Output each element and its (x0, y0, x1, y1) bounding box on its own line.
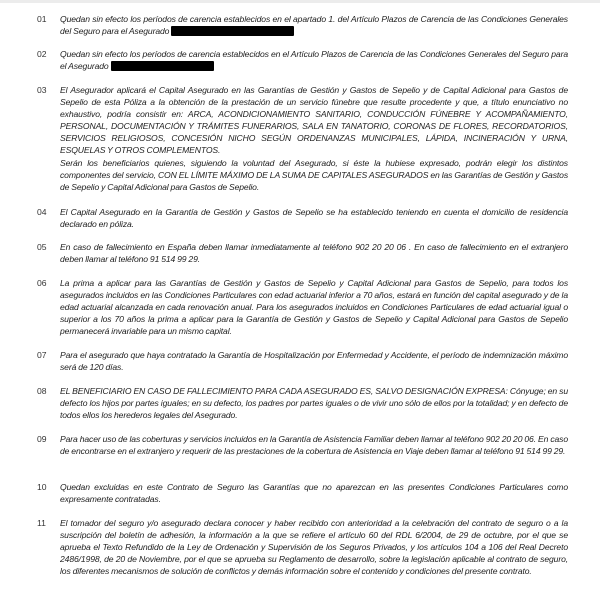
clause-text: Quedan excluidas en este Contrato de Seguro las Garantías que no aparezcan en las presentes Condiciones Particulares como expresamente contratadas. (60, 482, 568, 505)
clause-number: 10 (37, 482, 47, 492)
clause-number: 09 (37, 434, 47, 444)
clause-number: 01 (37, 14, 47, 24)
clause-number: 05 (37, 242, 47, 252)
clause-number: 11 (37, 518, 46, 528)
clause-text: La prima a aplicar para las Garantías de Gestión y Gastos de Sepelio y Capital Adicional para Gastos de Sepelio, para todos los asegurados incluidos en las Condiciones Particulares con edad actuarial inferior a 70 años, estará en función del capital asegurado y de la edad actuarial alcanzada en cada renovación anual. Para los asegurados incluidos en Condiciones Particulares de edad actuarial igual o superior a los 70 años la prima a aplicar para la Garantía de Gestión y Gastos de Sepelio y Capital Adicional para Gastos de Sepelio permanecerá invariable para un mismo capital. (60, 278, 568, 337)
clause-text: En caso de fallecimiento en España deben llamar inmediatamente al teléfono 902 20 20 06 . En caso de fallecimiento en el extranjero deben llamar al teléfono 91 514 99 29. (60, 242, 568, 265)
redacted-name-bar (111, 61, 214, 71)
top-border (0, 0, 600, 3)
clause-text (60, 48, 568, 72)
clause-number: 02 (37, 49, 47, 59)
clause-body-continued: Serán los beneficiarios quienes, siguiendo la voluntad del Asegurado, si éste la hubiese expresado, podrán elegir los distintos componentes del servicio, CON EL LÍMITE MÁXIMO DE LA SUMA DE CAPITALES ASEGURADOS en las Garantías de Gestión y Gastos de Sepelio y Capital Adicional para Gastos de Sepelio. (60, 157, 568, 192)
clause-number: 08 (37, 386, 47, 396)
clause-text (60, 84, 568, 193)
clause-number: 03 (37, 85, 47, 95)
clause-text: EL BENEFICIARIO EN CASO DE FALLECIMIENTO PARA CADA ASEGURADO ES, SALVO DESIGNACIÓN EXPRESA: Cónyuge; en su defecto los hijos por partes iguales; en su defecto, los padres por partes iguales o de vivir uno sólo de ellos por la totalidad; y en defecto de todos ellos los herederos legales del Asegurado. (60, 386, 568, 421)
clause-body: Quedan sin efecto los períodos de carencia establecidos en el Artículo Plazos de Carencia de las Condiciones Generales del Seguro para el Asegurado (60, 49, 568, 72)
clause-number: 06 (37, 278, 47, 288)
clause-text: El Capital Asegurado en la Garantía de Gestión y Gastos de Sepelio se ha establecido teniendo en cuenta el domicilio de residencia declarado en póliza. (60, 207, 568, 230)
clause-body: Quedan sin efecto los períodos de carencia establecidos en el apartado 1. del Artículo Plazos de Carencia de las Condiciones Generales del Seguro para el Asegurado (60, 14, 568, 37)
clause-text: Para hacer uso de las coberturas y servicios incluidos en la Garantía de Asistencia Familiar deben llamar al teléfono 902 20 20 06. En caso de encontrarse en el extranjero y requerir de las prestaciones de la cobertura de Asistencia en Viaje deben llamar al teléfono 91 514 99 29. (60, 434, 568, 457)
redacted-name-bar (171, 26, 294, 36)
clause-number: 07 (37, 350, 47, 360)
clause-text: El tomador del seguro y/o asegurado declara conocer y haber recibido con anterioridad a la celebración del contrato de seguro o a la suscripción del boletín de adhesión, la información a la que se refiere el artículo 60 del RDL 6/2004, de 29 de octubre, por el que se aprueba el Texto Refundido de la Ley de Ordenación y Supervisión de los Seguros Privados, y los artículos 104 a 106 del Real Decreto 2486/1998, de 20 de Noviembre, por el que se aprueba su Reglamento de desarrollo, sobre la legislación aplicable al contrato de seguro, los diferentes mecanismos de solución de conflictos y demás información sobre el contenido y condiciones del presente contrato. (60, 518, 568, 577)
clause-number: 04 (37, 207, 47, 217)
clause-body: El Asegurador aplicará el Capital Asegurado en las Garantías de Gestión y Gastos de Sepelio y de Capital Adicional para Gastos de Sepelio de esta Póliza a la obtención de la prestación de un servicio fúnebre que resulte procedente y que, a título enunciativo no exhaustivo, podría consistir en: ARCA, ACONDICIONAMIENTO SANITARIO, CONDUCCIÓN FÚNEBRE Y ACOMPAÑAMIENTO, PERSONAL, DOCUMENTACIÓN Y TRÁMITES FUNERARIOS, SALA EN TANATORIO, CORONAS DE FLORES, RECORDATORIOS, SERVICIOS RELIGIOSOS, CONCESIÓN NICHO SEGÚN ORDENANZAS MUNICIPALES, LÁPIDA, INCINERACIÓN Y URNA, ESQUELAS Y OTROS COMPLEMENTOS. (60, 85, 568, 156)
clause-text: Para el asegurado que haya contratado la Garantía de Hospitalización por Enfermedad y Accidente, el período de indemnización máximo será de 120 días. (60, 350, 568, 373)
clause-text (60, 13, 568, 37)
